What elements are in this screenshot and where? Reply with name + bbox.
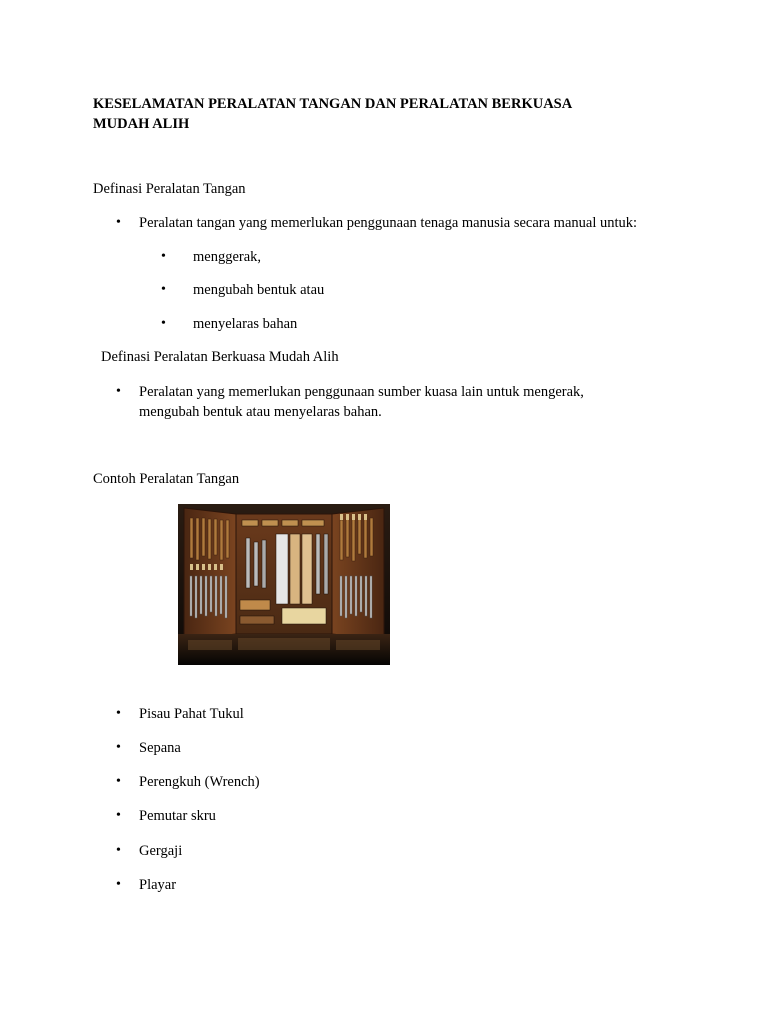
bullet-icon: •	[116, 706, 121, 721]
tool-cabinet-photo	[178, 504, 390, 665]
bullet-icon: •	[116, 808, 121, 823]
bullet-icon: •	[161, 316, 166, 331]
bullet-icon: •	[161, 282, 166, 297]
sub-item: menyelaras bahan	[193, 316, 298, 332]
tool-list-item: Pemutar skru	[139, 808, 216, 824]
sub-item: menggerak,	[193, 249, 262, 265]
section-heading-examples: Contoh Peralatan Tangan	[93, 471, 240, 487]
section-heading-hand-tools: Definasi Peralatan Tangan	[93, 181, 246, 197]
bullet-icon: •	[116, 740, 121, 755]
bullet-icon: •	[116, 384, 121, 399]
tool-list-item: Perengkuh (Wrench)	[139, 774, 260, 790]
hand-tools-definition: Peralatan tangan yang memerlukan penggunaan tenaga manusia secara manual untuk:	[139, 215, 638, 231]
bullet-icon: •	[116, 877, 121, 892]
bullet-icon: •	[116, 774, 121, 789]
power-tools-definition-line1: Peralatan yang memerlukan penggunaan sumber kuasa lain untuk mengerak,	[139, 384, 584, 400]
document-title-line2: MUDAH ALIH	[93, 116, 190, 132]
tool-list-item: Pisau Pahat Tukul	[139, 706, 244, 722]
tool-list-item: Sepana	[139, 740, 181, 756]
power-tools-definition-line2: mengubah bentuk atau menyelaras bahan.	[139, 404, 382, 420]
bullet-icon: •	[161, 249, 166, 264]
bullet-icon: •	[116, 843, 121, 858]
bullet-icon: •	[116, 215, 121, 230]
section-heading-power-tools: Definasi Peralatan Berkuasa Mudah Alih	[101, 349, 339, 365]
tool-list-item: Gergaji	[139, 843, 183, 859]
sub-item: mengubah bentuk atau	[193, 282, 325, 298]
document-title-line1: KESELAMATAN PERALATAN TANGAN DAN PERALATAN BERKUASA	[93, 96, 573, 112]
tool-list-item: Playar	[139, 877, 177, 893]
